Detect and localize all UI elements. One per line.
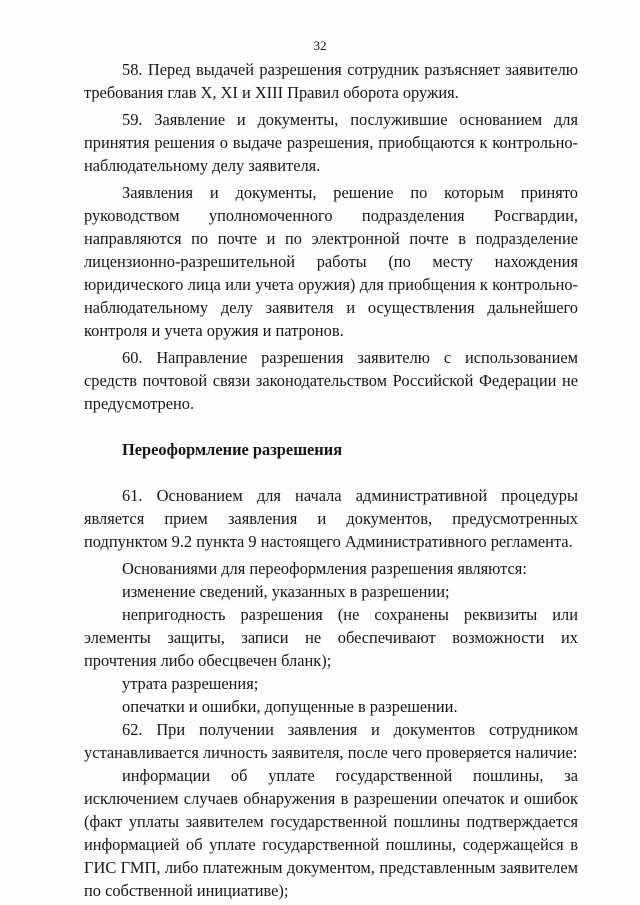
paragraph-59: 59. Заявление и документы, послужившие основанием для принятия решения о выдаче разрешения, приобщаются к контрольно-наблюдательному делу заявителя.	[84, 110, 578, 175]
paragraph-58: 58. Перед выдачей разрешения сотрудник разъясняет заявителю требования глав X, XI и XIII Правил оборота оружия.	[84, 60, 578, 102]
paragraph-59-continued: Заявления и документы, решение по которым принято руководством уполномоченного подразделения Росгвардии, направляются по почте и по электронной почте в подразделение лицензионно-разрешительной работы (по месту нахождения юридического лица или учета оружия) для приобщения к контрольно-наблюдательному делу заявителя и осуществления дальнейшего контроля и учета оружия и патронов.	[84, 183, 578, 340]
paragraph-60: 60. Направление разрешения заявителю с использованием средств почтовой связи законодательством Российской Федерации не предусмотрено.	[84, 348, 578, 413]
page-number: 32	[313, 38, 327, 53]
paragraph-61: 61. Основанием для начала административной процедуры является прием заявления и документов, предусмотренных подпунктом 9.2 пункта 9 настоящего Административного регламента.	[84, 486, 578, 551]
ground-item-loss: утрата разрешения;	[122, 674, 259, 693]
ground-item-unusable: непригодность разрешения (не сохранены реквизиты или элементы защиты, записи не обеспечивают возможности их прочтения либо обесцвечен бланк);	[84, 605, 578, 670]
paragraph-62-fee-info: информации об уплате государственной пошлины, за исключением случаев обнаружения в разрешении опечаток и ошибок (факт уплаты заявителем государственной пошлины подтверждается информацией об уплате государственной пошлины, содержащейся в ГИС ГМП, либо платежным документом, представленным заявителем по собственной инициативе);	[84, 766, 578, 900]
paragraph-61-grounds: Основаниями для переоформления разрешения являются:	[122, 559, 527, 578]
document-body	[84, 58, 578, 902]
section-heading: Переоформление разрешения	[122, 440, 343, 459]
ground-item-errors: опечатки и ошибки, допущенные в разрешении.	[122, 697, 458, 716]
paragraph-62: 62. При получении заявления и документов сотрудником устанавливается личность заявителя, после чего проверяется наличие:	[84, 720, 578, 762]
ground-item-change: изменение сведений, указанных в разрешении;	[122, 582, 450, 601]
